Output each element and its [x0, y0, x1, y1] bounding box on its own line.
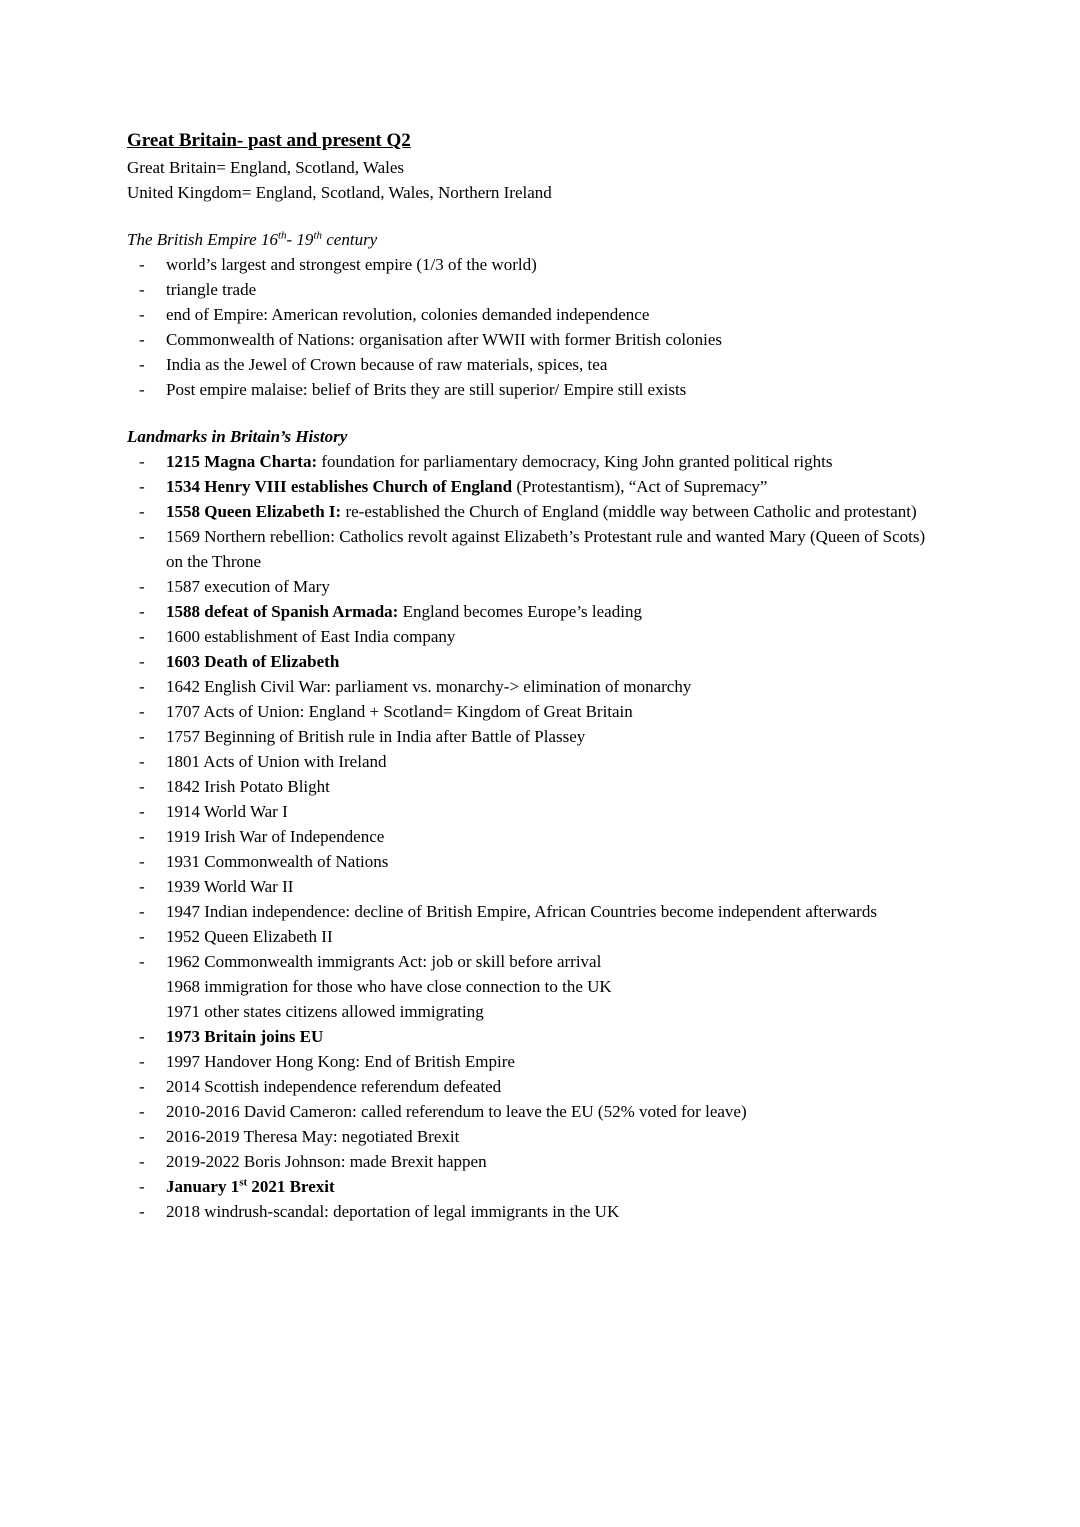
bullet-dash: -: [139, 330, 145, 349]
bullet-dash: -: [139, 752, 145, 771]
bullet-dash: [127, 974, 166, 999]
bold-post: 2021 Brexit: [247, 1177, 335, 1196]
list-item-text: [166, 499, 946, 524]
bullet-dash: -: [139, 802, 145, 821]
landmarks-bullet-list: [127, 449, 946, 1224]
intro-line: Great Britain= England, Scotland, Wales: [127, 158, 405, 177]
bullet-dash: -: [139, 677, 145, 696]
list-item: [127, 524, 946, 574]
list-item-rest: 1600 establishment of East India company: [166, 627, 456, 646]
list-item: [127, 874, 946, 899]
list-item-text: India as the Jewel of Crown because of raw materials, spices, tea: [166, 355, 608, 374]
bullet-dash: -: [139, 877, 145, 896]
list-item-bold: 1973 Britain joins EU: [166, 1027, 324, 1046]
list-item-text: [166, 624, 946, 649]
list-item-text: Commonwealth of Nations: organisation after WWII with former British colonies: [166, 330, 723, 349]
list-item-text: [166, 649, 946, 674]
list-item-text: [166, 749, 946, 774]
list-item-text: [166, 1024, 946, 1049]
list-item-text: [166, 949, 946, 974]
list-item-text: [166, 874, 946, 899]
list-item-text: [166, 574, 946, 599]
bullet-dash: -: [139, 502, 145, 521]
bullet-dash: -: [139, 1077, 145, 1096]
bullet-dash: -: [139, 477, 145, 496]
ordinal-superscript: th: [277, 229, 287, 242]
heading-text: century: [322, 230, 378, 249]
bullet-dash: -: [139, 652, 145, 671]
list-item: [127, 377, 946, 402]
list-item: [127, 1174, 946, 1199]
list-item-rest: 1801 Acts of Union with Ireland: [166, 752, 387, 771]
heading-text: - 19: [286, 230, 314, 249]
bullet-dash: -: [139, 702, 145, 721]
list-item-text: [166, 1124, 946, 1149]
bullet-dash: -: [139, 1027, 145, 1046]
list-item-rest: 1947 Indian independence: decline of British Empire, African Countries become independent afterwards: [166, 902, 877, 921]
list-item: [127, 1049, 946, 1074]
list-item-rest: 1757 Beginning of British rule in India after Battle of Plassey: [166, 727, 586, 746]
list-item-rest: (Protestantism), “Act of Supremacy”: [512, 477, 768, 496]
list-item-text: [166, 849, 946, 874]
list-item-rest: 2016-2019 Theresa May: negotiated Brexit: [166, 1127, 460, 1146]
bullet-dash: -: [139, 452, 145, 471]
list-item-text: [166, 824, 946, 849]
list-item-text: [166, 599, 946, 624]
list-item: [127, 974, 946, 999]
bullet-dash: -: [139, 1202, 145, 1221]
list-item: [127, 449, 946, 474]
list-item: [127, 327, 946, 352]
bold-pre: January 1: [166, 1177, 240, 1196]
list-item-rest: foundation for parliamentary democracy, King John granted political rights: [317, 452, 833, 471]
list-item: [127, 352, 946, 377]
list-item-rest: re-established the Church of England (middle way between Catholic and protestant): [341, 502, 917, 521]
bullet-dash: -: [139, 852, 145, 871]
list-item-text: [166, 474, 946, 499]
list-item: [127, 899, 946, 924]
list-item-text: [166, 899, 946, 924]
list-item-rest: 1971 other states citizens allowed immigrating: [166, 1002, 484, 1021]
bullet-dash: -: [139, 1177, 145, 1196]
list-item-text: [166, 774, 946, 799]
list-item-rest: 1968 immigration for those who have close connection to the UK: [166, 977, 612, 996]
bullet-dash: -: [139, 1102, 145, 1121]
list-item-text: [166, 1074, 946, 1099]
list-item: [127, 574, 946, 599]
list-item-text: [166, 1199, 946, 1224]
list-item: [127, 949, 946, 974]
bullet-dash: -: [139, 727, 145, 746]
bullet-dash: -: [139, 380, 145, 399]
list-item-rest: 1707 Acts of Union: England + Scotland= Kingdom of Great Britain: [166, 702, 633, 721]
bullet-dash: -: [139, 952, 145, 971]
list-item: [127, 252, 946, 277]
list-item-text: [166, 449, 946, 474]
list-item-text: [166, 799, 946, 824]
list-item: [127, 599, 946, 624]
list-item: [127, 849, 946, 874]
heading-text: The British Empire 16: [127, 230, 278, 249]
list-item-text: [166, 1149, 946, 1174]
list-item-rest: 2010-2016 David Cameron: called referendum to leave the EU (52% voted for leave): [166, 1102, 747, 1121]
list-item-text: [166, 524, 946, 574]
list-item: [127, 774, 946, 799]
bullet-dash: -: [139, 827, 145, 846]
list-item-text: [166, 699, 946, 724]
list-item: [127, 302, 946, 327]
bullet-dash: -: [139, 927, 145, 946]
list-item-text: triangle trade: [166, 280, 257, 299]
list-item: [127, 699, 946, 724]
list-item-rest: 2019-2022 Boris Johnson: made Brexit happen: [166, 1152, 487, 1171]
bullet-dash: -: [139, 255, 145, 274]
list-item: [127, 749, 946, 774]
list-item: [127, 1024, 946, 1049]
list-item-rest: 1962 Commonwealth immigrants Act: job or skill before arrival: [166, 952, 602, 971]
ordinal-superscript: st: [239, 1176, 248, 1189]
list-item: [127, 1199, 946, 1224]
list-item: [127, 624, 946, 649]
list-item-rest: 2018 windrush-scandal: deportation of legal immigrants in the UK: [166, 1202, 620, 1221]
intro-line: United Kingdom= England, Scotland, Wales, Northern Ireland: [127, 183, 552, 202]
list-item-rest: 1997 Handover Hong Kong: End of British Empire: [166, 1052, 515, 1071]
bullet-dash: -: [139, 902, 145, 921]
list-item-rest: England becomes Europe’s leading: [398, 602, 642, 621]
list-item-rest: 1842 Irish Potato Blight: [166, 777, 330, 796]
list-item-text: [166, 1099, 946, 1124]
list-item-rest: 1642 English Civil War: parliament vs. monarchy-> elimination of monarchy: [166, 677, 692, 696]
bullet-dash: -: [139, 355, 145, 374]
list-item-text: [166, 924, 946, 949]
list-item-text: [166, 724, 946, 749]
list-item-bold: 1588 defeat of Spanish Armada:: [166, 602, 399, 621]
list-item-bold: 1534 Henry VIII establishes Church of England: [166, 477, 513, 496]
list-item: [127, 1124, 946, 1149]
bullet-dash: -: [139, 305, 145, 324]
list-item-bold: 1603 Death of Elizabeth: [166, 652, 340, 671]
bullet-dash: -: [139, 527, 145, 546]
list-item: [127, 649, 946, 674]
list-item: [127, 474, 946, 499]
list-item-text: [166, 1049, 946, 1074]
list-item: [127, 277, 946, 302]
list-item-rest: 1587 execution of Mary: [166, 577, 330, 596]
bullet-dash: [127, 999, 166, 1024]
bullet-dash: -: [139, 627, 145, 646]
list-item-text: [166, 974, 946, 999]
list-item: [127, 1149, 946, 1174]
list-item: [127, 1074, 946, 1099]
list-item-text: [166, 1174, 946, 1199]
list-item: [127, 724, 946, 749]
bullet-dash: -: [139, 577, 145, 596]
list-item: [127, 674, 946, 699]
list-item-text: [166, 674, 946, 699]
list-item-rest: 1919 Irish War of Independence: [166, 827, 385, 846]
list-item-bold: 1558 Queen Elizabeth I:: [166, 502, 342, 521]
bullet-dash: -: [139, 777, 145, 796]
list-item: [127, 1099, 946, 1124]
list-item: [127, 499, 946, 524]
ordinal-superscript: th: [313, 229, 322, 242]
list-item-bold: 1215 Magna Charta:: [166, 452, 318, 471]
list-item-rest: 2014 Scottish independence referendum defeated: [166, 1077, 502, 1096]
bullet-dash: -: [139, 280, 145, 299]
list-item-rest: 1931 Commonwealth of Nations: [166, 852, 389, 871]
bullet-dash: -: [139, 1152, 145, 1171]
list-item-rest: 1939 World War II: [166, 877, 294, 896]
bullet-dash: -: [139, 602, 145, 621]
list-item-text: [166, 999, 946, 1024]
list-item: [127, 799, 946, 824]
list-item-text: world’s largest and strongest empire (1/3 of the world): [166, 255, 537, 274]
list-item-text: Post empire malaise: belief of Brits they are still superior/ Empire still exists: [166, 380, 687, 399]
list-item: [127, 924, 946, 949]
bullet-dash: -: [139, 1052, 145, 1071]
list-item-rest: 1569 Northern rebellion: Catholics revolt against Elizabeth’s Protestant rule and wanted Mary (Queen of Scots) on the Throne: [166, 527, 926, 571]
empire-bullet-list: [127, 252, 946, 402]
document-title: Great Britain- past and present Q2: [127, 130, 411, 151]
list-item-bold: [166, 1177, 335, 1196]
list-item: [127, 824, 946, 849]
section-heading-british-empire: [127, 227, 946, 252]
list-item-rest: 1952 Queen Elizabeth II: [166, 927, 333, 946]
list-item: [127, 999, 946, 1024]
bullet-dash: -: [139, 1127, 145, 1146]
section-heading-landmarks: Landmarks in Britain’s History: [127, 427, 348, 446]
list-item-text: end of Empire: American revolution, colonies demanded independence: [166, 305, 650, 324]
list-item-rest: 1914 World War I: [166, 802, 288, 821]
